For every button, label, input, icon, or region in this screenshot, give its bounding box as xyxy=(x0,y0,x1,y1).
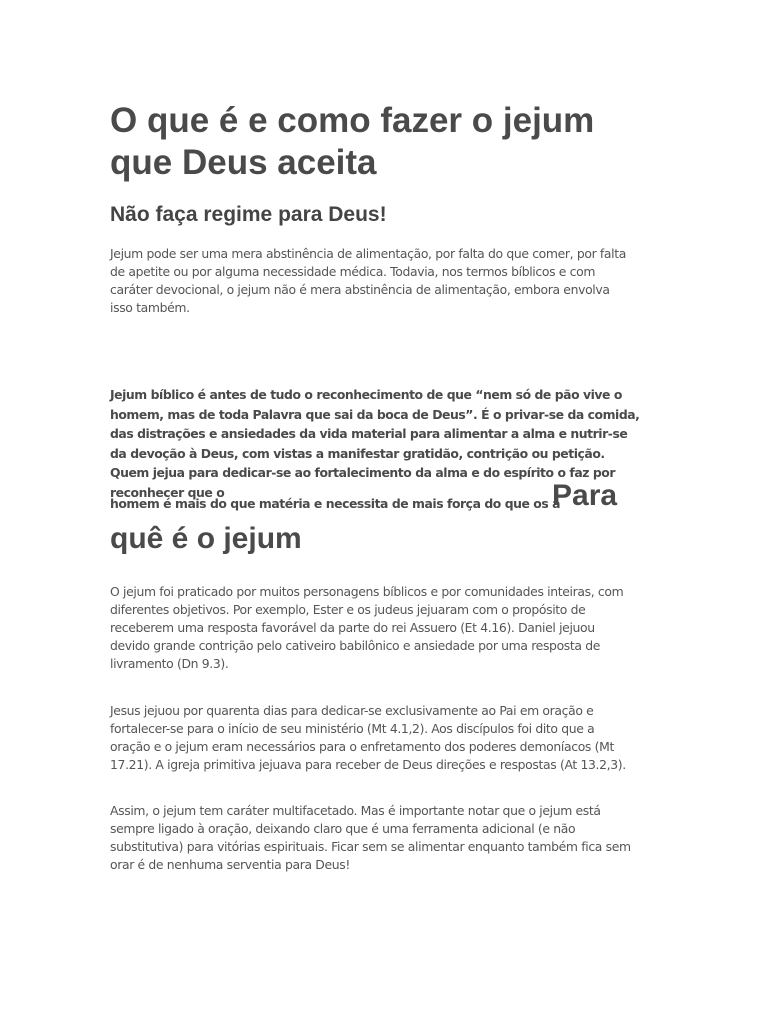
article-subtitle: Não faça regime para Deus! xyxy=(110,203,387,226)
section-heading-part2: quê é o jejum xyxy=(110,522,302,555)
bold-paragraph-last-line: homem é mais do que matéria e necessita de mais força do que os a xyxy=(110,496,561,511)
paragraph-2: O jejum foi praticado por muitos personagens bíblicos e por comunidades inteiras, com diferentes objetivos. Por exemplo, Ester e os judeus jejuaram com o propósito de receberem uma resposta favorável da parte do rei Assuero (Et 4.16). Daniel jejuou devido grande contrição pelo cativeiro babilônico e ansiedade por uma resposta de livramento (Dn 9.3). xyxy=(110,584,624,671)
paragraph-3: Jesus jejuou por quarenta dias para dedicar-se exclusivamente ao Pai em oração e fortalecer-se para o início de seu ministério (Mt 4.1,2). Aos discípulos foi dito que a oração e o jejum eram necessários para o enfretamento dos poderes demoníacos (Mt 17.21). A igreja primitiva jejuava para receber de Deus direções e respostas (At 13.2,3). xyxy=(110,703,626,772)
intro-paragraph: Jejum pode ser uma mera abstinência de alimentação, por falta do que comer, por falta de apetite ou por alguma necessidade médica. Todavia, nos termos bíblicos e com caráter devocional, o jejum não é mera abstinência de alimentação, embora envolva isso também. xyxy=(110,246,627,315)
bold-paragraph: Jejum bíblico é antes de tudo o reconhecimento de que “nem só de pão vive o homem, mas de toda Palavra que sai da boca de Deus”. É o privar-se da comida, das distrações e ansiedades da vida material para alimentar a alma e nutrir-se da devoção à Deus, com vistas a manifestar gratidão, contrição ou petição. Quem jejua para dedicar-se ao fortalecimento da alma e do espírito o faz por reconhecer que o xyxy=(110,387,640,500)
article-title: O que é e como fazer o jejum que Deus aceita xyxy=(110,101,595,182)
paragraph-4: Assim, o jejum tem caráter multifacetado. Mas é importante notar que o jejum está sempre ligado à oração, deixando claro que é uma ferramenta adicional (e não substitutiva) para vitórias espirituais. Ficar sem se alimentar enquanto também fica sem orar é de nenhuma serventia para Deus! xyxy=(110,803,631,872)
section-heading-part1: Para xyxy=(552,479,618,512)
